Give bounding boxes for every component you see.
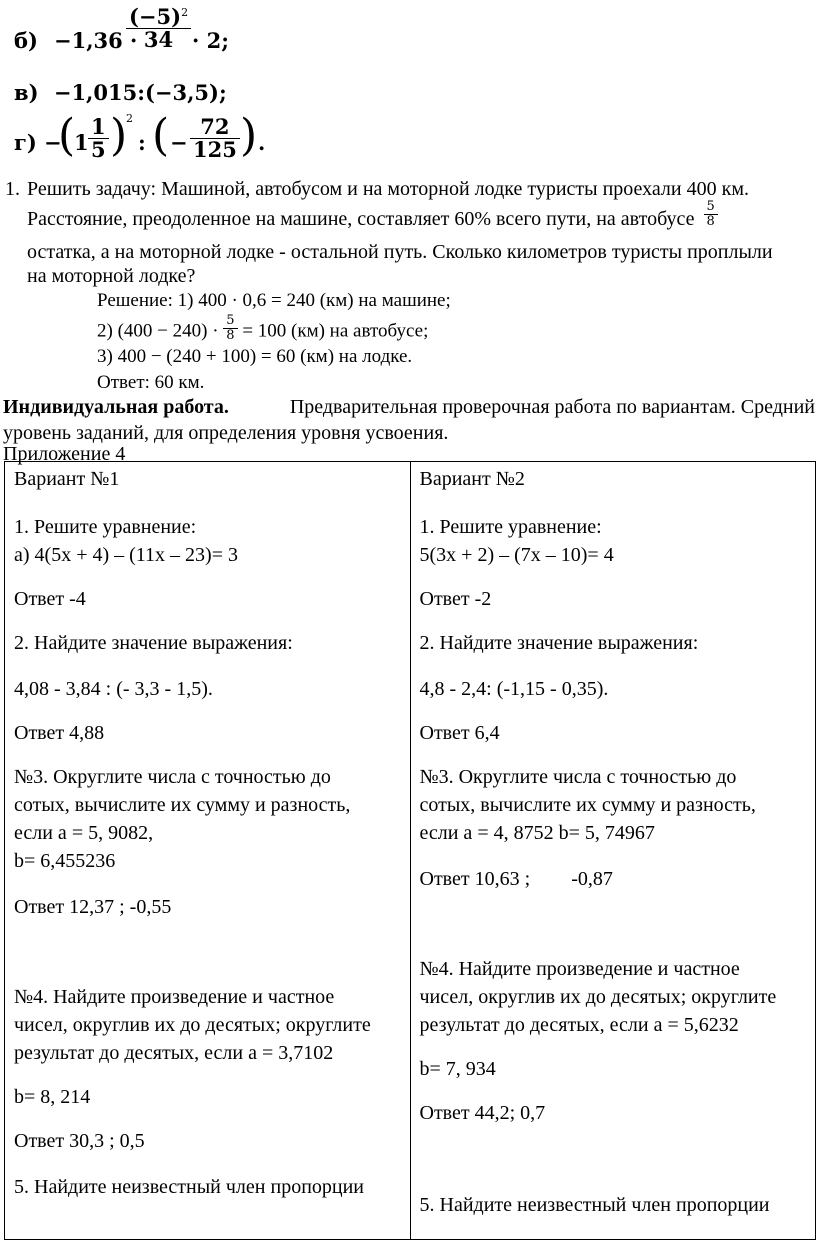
variant-2-answer-2: Ответ 6,4	[419, 722, 500, 744]
variant-2-title: Вариант №2	[419, 468, 525, 490]
variant-2-q3-line-3: если а = 4, 8752 b= 5, 74967	[419, 822, 655, 844]
task-frac-num: 5	[706, 199, 715, 215]
variants-table	[4, 461, 816, 1240]
task-line-2	[27, 199, 718, 235]
exercise-b-frac-den: 34	[126, 28, 191, 51]
variant-1-q2-expression: 4,08 - 3,84 : (- 3,3 - 1,5).	[14, 678, 213, 700]
exercise-g-mix-den: 5	[88, 138, 109, 161]
appendix-label: Приложение 4	[3, 443, 126, 465]
variant-1-q3-line-4: b= 6,455236	[14, 850, 116, 872]
variant-1-q4-line-1: №4. Найдите произведение и частное	[14, 986, 335, 1008]
solution-step-2-pre: 2) (400 − 240) ·	[97, 320, 219, 342]
exercise-g-colon: :	[138, 130, 146, 155]
exercise-g-fraction	[190, 116, 240, 161]
solution-frac-num: 5	[226, 313, 235, 328]
variant-2-q4-b: b= 7, 934	[419, 1058, 496, 1080]
variant-2-answer-3-part-2: -0,87	[571, 868, 613, 890]
exercise-g-end: .	[258, 130, 266, 155]
exercise-g-whole: 1	[74, 130, 89, 155]
variant-2-answer-4: Ответ 44,2; 0,7	[419, 1102, 546, 1124]
exercise-g-close-paren: )	[110, 110, 128, 161]
variant-1-answer-4: Ответ 30,3 ; 0,5	[14, 1130, 145, 1152]
variant-1-answer-3: Ответ 12,37 ; -0,55	[14, 896, 172, 918]
exercise-g-close-paren-2: )	[240, 110, 258, 161]
variant-1-q4-line-3: результат до десятых, если а = 3,7102	[14, 1042, 334, 1064]
solution-step-3: 3) 400 − (240 + 100) = 60 (км) на лодке.	[97, 346, 413, 367]
exercise-g-mix-num: 1	[91, 114, 106, 139]
exercise-b-label: б)	[14, 28, 38, 53]
exercise-g-open-paren: (	[58, 110, 76, 161]
task-number: 1.	[5, 178, 20, 200]
variant-2-cell	[410, 462, 816, 1240]
task-line-1: Решить задачу: Машиной, автобусом и на моторной лодке туристы проехали 400 км.	[27, 178, 749, 200]
variant-2-q3-line-2: сотых, вычислите их сумму и разность,	[419, 794, 756, 816]
solution-step-2-fraction	[223, 314, 237, 342]
task-frac-den: 8	[704, 214, 718, 229]
variant-2-q1: 1. Решите уравнение:	[419, 516, 602, 538]
individual-heading: Индивидуальная работа.	[3, 396, 229, 418]
variant-2-q2: 2. Найдите значение выражения:	[419, 632, 699, 654]
variant-1-cell	[5, 462, 411, 1240]
variant-2-q5: 5. Найдите неизвестный член пропорции	[419, 1194, 770, 1216]
variant-2-q1-equation: 5(3х + 2) – (7х – 10)= 4	[419, 544, 614, 566]
variant-2-answer-3	[420, 866, 613, 892]
variant-1-q2: 2. Найдите значение выражения:	[14, 632, 293, 654]
exercise-b-frac-num-power: 2	[181, 6, 189, 19]
variant-2-q4-line-1: №4. Найдите произведение и частное	[419, 958, 740, 980]
variant-2-q4-line-2: чисел, округлив их до десятых; округлите	[419, 986, 777, 1008]
exercise-b-fraction	[126, 6, 191, 51]
exercise-b-frac-num: (−5)	[129, 4, 182, 29]
variant-2-answer-3-part-1: Ответ 10,63 ;	[419, 868, 531, 890]
exercise-v-label: в)	[14, 80, 39, 105]
exercise-b-coef: −1,36 ·	[54, 28, 138, 53]
variant-1-q5: 5. Найдите неизвестный член пропорции	[14, 1176, 364, 1198]
variant-1-answer-1: Ответ -4	[14, 588, 86, 610]
task-line-3: остатка, а на моторной лодке - остальной путь. Сколько километров туристы проплыли	[27, 241, 773, 263]
solution-step-1: Решение: 1) 400 · 0,6 = 240 (км) на машине;	[97, 290, 451, 311]
exercise-g-open-paren-2: (	[152, 110, 170, 161]
solution-step-2-post: = 100 (км) на автобусе;	[242, 320, 429, 342]
solution-frac-den: 8	[223, 328, 237, 343]
task-line-2-fraction	[704, 200, 718, 228]
variant-1-q1-equation: а) 4(5х + 4) – (11х – 23)= 3	[14, 544, 238, 566]
exercise-v	[14, 80, 227, 105]
variant-1-q3-line-2: сотых, вычислите их сумму и разность,	[14, 794, 351, 816]
variant-2-q3-line-1: №3. Округлите числа с точностью до	[419, 766, 737, 788]
exercise-g-mixed-fraction	[88, 116, 109, 161]
exercise-v-expr: −1,015:(−3,5);	[53, 80, 227, 105]
variant-1-q3-line-3: если а = 5, 9082,	[14, 822, 154, 844]
variant-1-title: Вариант №1	[14, 468, 120, 490]
exercise-g-label: г)	[14, 130, 37, 155]
variant-1-q3-line-1: №3. Округлите числа с точностью до	[14, 766, 331, 788]
task-line-4: на моторной лодке?	[27, 265, 196, 287]
variant-1-answer-2: Ответ 4,88	[14, 722, 105, 744]
task-line-2-text: Расстояние, преодоленное на машине, составляет 60% всего пути, на автобусе	[27, 208, 695, 230]
exercise-g-minus-2: −	[170, 130, 188, 155]
individual-text-2: уровень заданий, для определения уровня усвоения.	[3, 422, 449, 444]
exercise-g-frac-den: 125	[190, 138, 240, 161]
exercise-g-power: 2	[126, 112, 133, 125]
variant-2-q2-expression: 4,8 - 2,4: (-1,15 - 0,35).	[419, 678, 609, 700]
solution-answer: Ответ: 60 км.	[97, 372, 205, 393]
variant-1-q1: 1. Решите уравнение:	[14, 516, 197, 538]
individual-line-1	[3, 393, 815, 422]
variant-1-q4-line-2: чисел, округлив их до десятых; округлите	[14, 1014, 371, 1036]
exercise-b-tail: · 2;	[192, 28, 229, 53]
variant-1-q4-b: b= 8, 214	[14, 1086, 91, 1108]
individual-text-1: Предварительная проверочная работа по вариантам. Средний	[289, 396, 815, 418]
exercise-g-minus: −	[44, 130, 62, 155]
variant-2-answer-1: Ответ -2	[419, 588, 492, 610]
solution-step-2	[97, 313, 429, 346]
variant-2-q4-line-3: результат до десятых, если а = 5,6232	[419, 1014, 739, 1036]
exercise-g-frac-num: 72	[200, 114, 230, 139]
